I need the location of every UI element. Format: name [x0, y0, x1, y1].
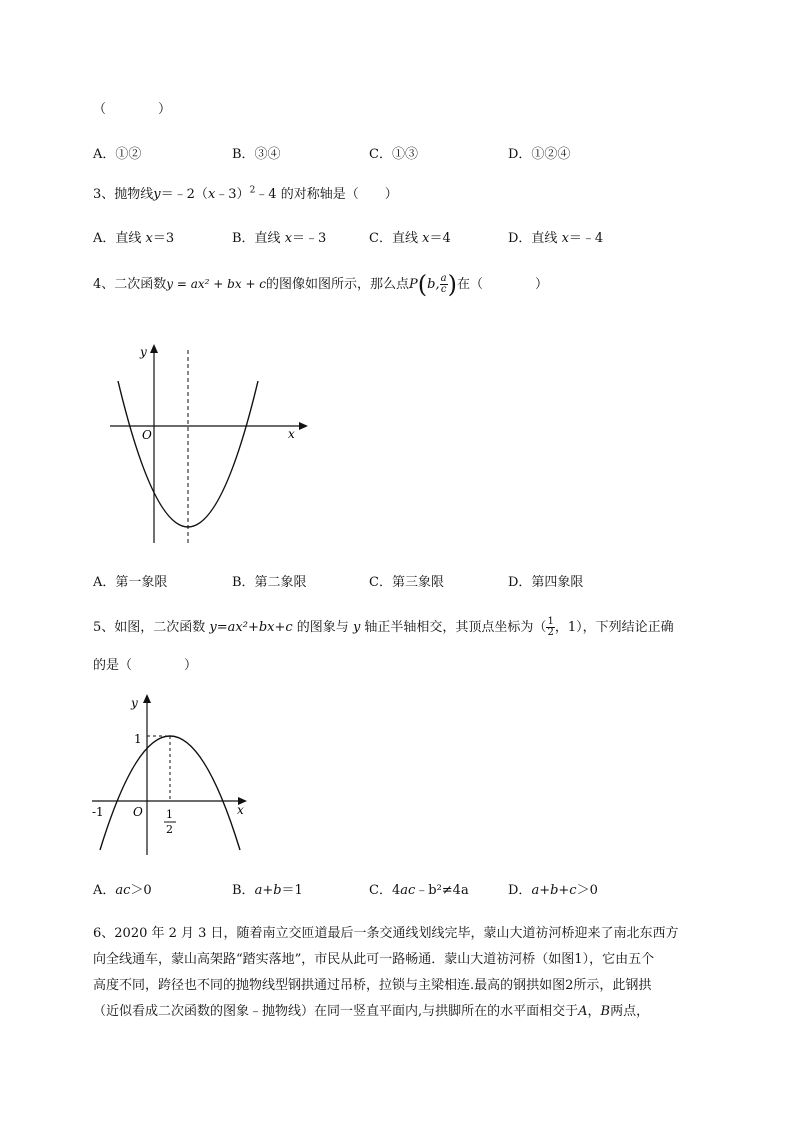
q4-option-c: C．第三象限 [369, 575, 444, 590]
q3-option-b: B．直线 x＝﹣3 [232, 231, 327, 246]
q5-x-label: x [237, 803, 244, 817]
q5-graph [88, 690, 258, 860]
q5-option-b: B．a+b＝1 [232, 883, 303, 898]
q2-option-a: A．①② [93, 147, 142, 162]
q5-half-den: 2 [166, 823, 173, 836]
q3-option-c: C．直线 x＝4 [369, 231, 451, 246]
q2-option-c: C．①③ [369, 147, 418, 162]
q5-half-num: 1 [166, 808, 173, 821]
q5-option-c: C．4ac﹣b²≠4a [369, 883, 469, 898]
q5-origin-label: O [133, 805, 143, 819]
q4-option-b: B．第二象限 [232, 575, 307, 590]
q5-stem-line2: 的是（ ） [93, 658, 198, 673]
q6-line-4: （近似看成二次函数的图象﹣抛物线）在同一竖直平面内,与拱脚所在的水平面相交于A，B两点， [93, 1004, 650, 1019]
q6-line-1: 6、2020 年 2 月 3 日，随着南立交匝道最后一条交通线划线完毕，蒙山大道祊河桥迎来了南北东西方 [93, 926, 679, 941]
q5-neg-one-label: -1 [92, 805, 104, 819]
q6-line-3: 高度不同，跨径也不同的抛物线型钢拱通过吊桥，拉锁与主梁相连.最高的钢拱如图2所示，此钢拱 [93, 978, 652, 993]
q4-y-label: y [140, 345, 147, 359]
q5-one-label: 1 [134, 732, 142, 746]
q3-option-d: D．直线 x＝﹣4 [508, 231, 604, 246]
q5-option-d: D．a+b+c＞0 [508, 883, 598, 898]
q4-option-a: A．第一象限 [93, 575, 168, 590]
q4-stem: 4、二次函数y = ax² + bx + c的图像如图所示，那么点P(b, $\frac{a}{c}$ )在（ ） [93, 270, 548, 299]
q3-stem: 3、抛物线y＝﹣2（x﹣3）$^2$﹣4 的对称轴是（ ） [93, 185, 398, 202]
q4-graph [100, 338, 315, 553]
q6-line-2: 向全线通车，蒙山高架路“踏实落地”，市民从此可一路畅通．蒙山大道祊河桥（如图1），它由五个 [93, 952, 655, 967]
q2-option-b: B．③④ [232, 147, 281, 162]
q5-option-a: A．ac＞0 [93, 883, 152, 898]
q4-y-arrow [150, 344, 158, 353]
q5-y-arrow [143, 694, 151, 703]
q3-option-a: A．直线 x＝3 [93, 231, 175, 246]
q4-origin-label: O [142, 428, 152, 442]
q2-answer-paren: （ ） [93, 102, 172, 117]
q2-option-d: D．①②④ [508, 147, 571, 162]
q4-x-label: x [288, 427, 295, 441]
q4-option-d: D．第四象限 [508, 575, 584, 590]
q5-stem: 5、如图，二次函数 y=ax²+bx+c 的图象与 y 轴正半轴相交，其顶点坐标为（ $\frac{1}{2}$ ，1），下列结论正确 [93, 616, 674, 638]
q5-y-label: y [131, 696, 138, 710]
q4-x-arrow [299, 422, 308, 430]
